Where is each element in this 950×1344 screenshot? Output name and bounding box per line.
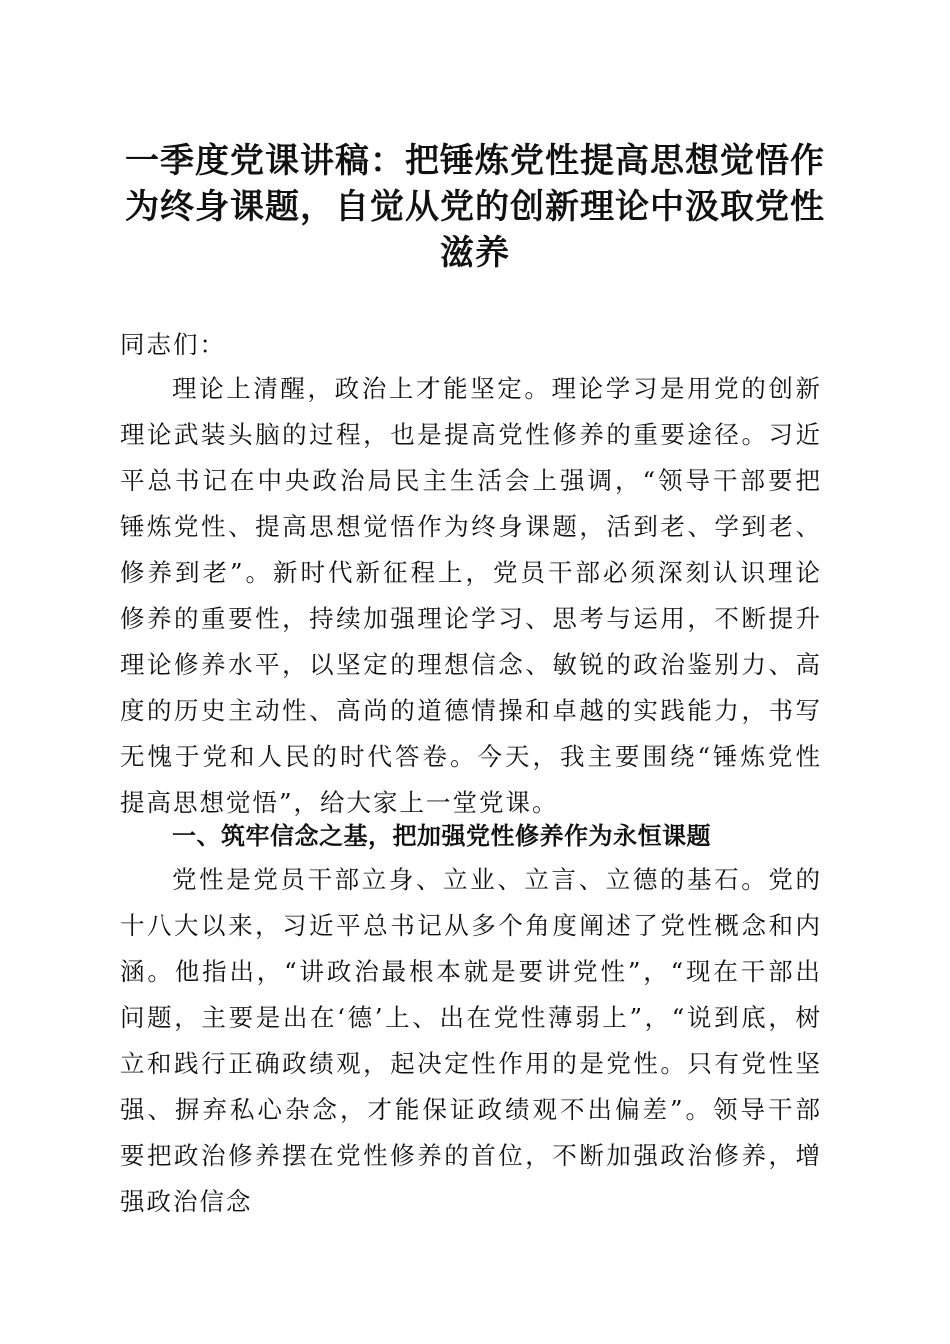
section-heading: 一、筑牢信念之基，把加强党性修养作为永恒课题 [172, 822, 711, 850]
salutation: 同志们： [120, 330, 226, 359]
intro-paragraph: 理论上清醒，政治上才能坚定。理论学习是用党的创新理论武装头脑的过程，也是提高党性修养的重要途径。习近平总书记在中央政治局民主生活会上强调，“领导干部要把锤炼党性、提高思想觉悟作为终身课题，活到老、学到老、修养到老”。新时代新征程上，党员干部必须深刻认识理论修养的重要性，持续加强理论学习、思考与运用，不断提升理论修养水平，以坚定的理想信念、敏锐的政治鉴别力、高度的历史主动性、高尚的道德情操和卓越的实践能力，书写无愧于党和人民的时代答卷。今天，我主要围绕“锤炼党性提高思想觉悟”，给大家上一堂党课。 [120, 374, 822, 817]
section-paragraph: 党性是党员干部立身、立业、立言、立德的基石。党的十八大以来，习近平总书记从多个角度阐述了党性概念和内涵。他指出，“讲政治最根本就是要讲党性”，“现在干部出问题，主要是出在‘德’上、出在党性薄弱上”，“说到底，树立和践行正确政绩观，起决定性作用的是党性。只有党性坚强、摒弃私心杂念，才能保证政绩观不出偏差”。领导干部要把政治修养摆在党性修养的首位，不断加强政治修养，增强政治信念 [120, 865, 822, 1216]
document-title: 一季度党课讲稿：把锤炼党性提高思想觉悟作为终身课题，自觉从党的创新理论中汲取党性滋养 [125, 141, 825, 273]
